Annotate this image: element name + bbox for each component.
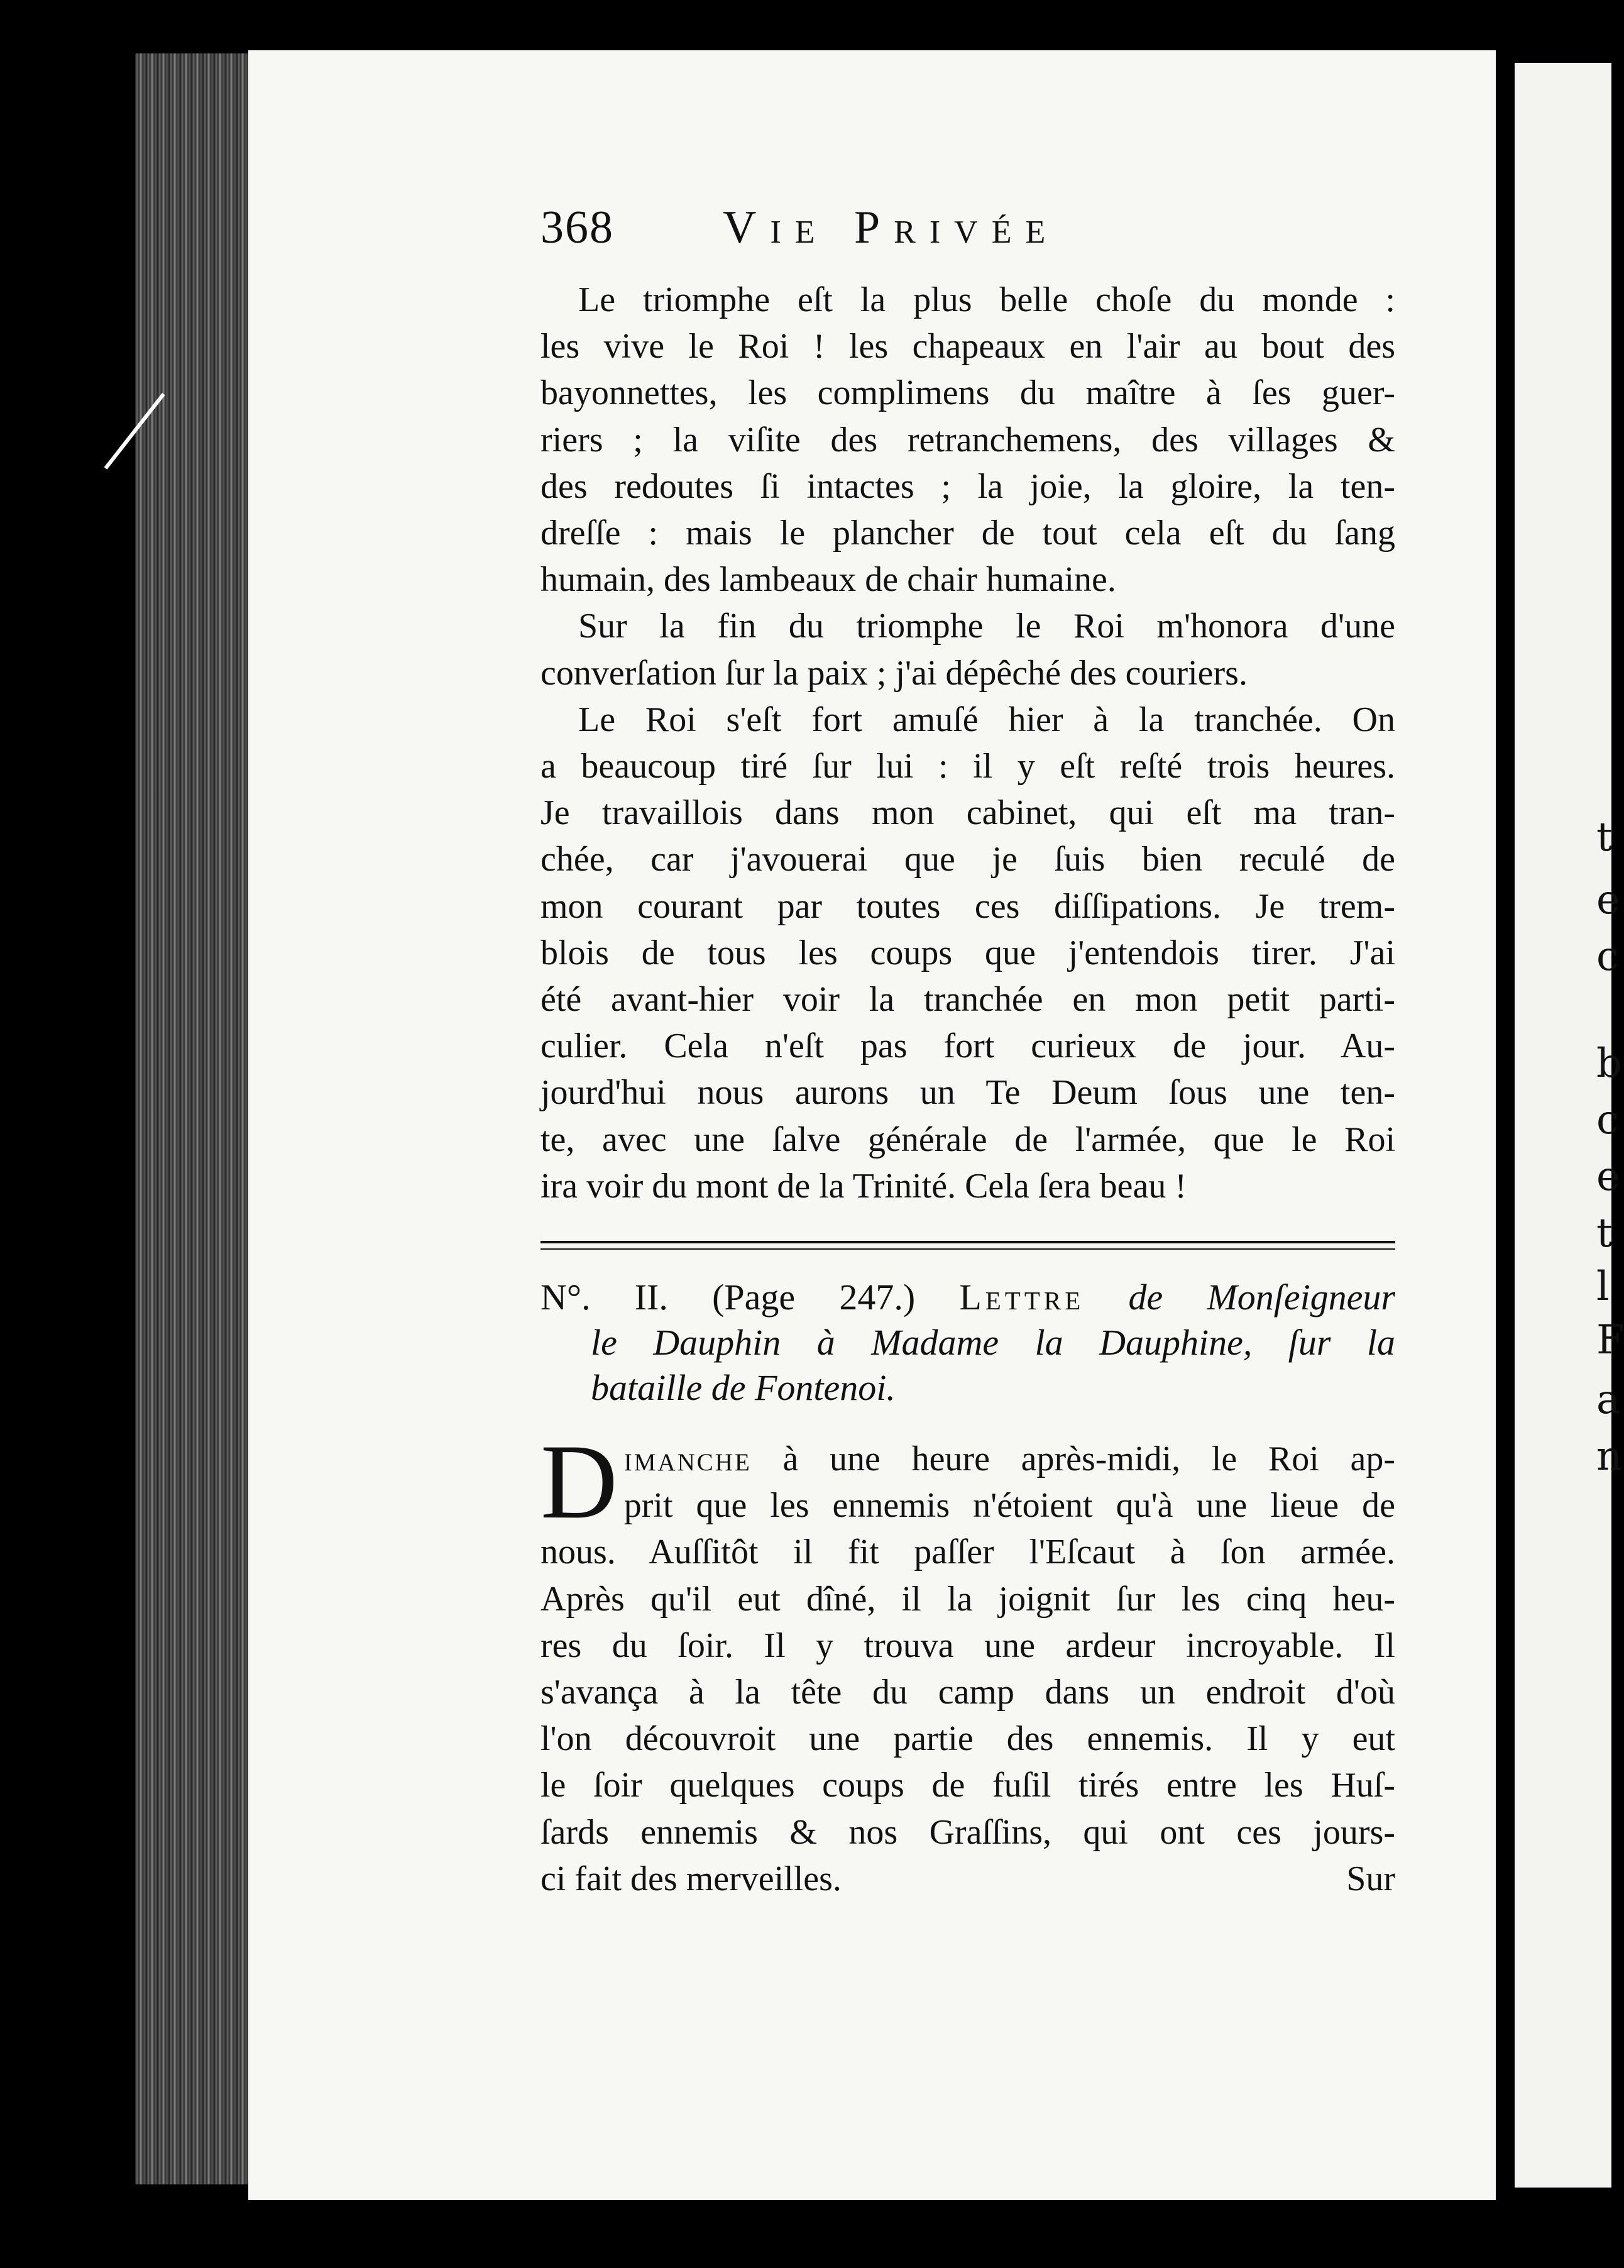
page-text (540, 201, 1395, 1902)
heading-line (540, 1275, 1395, 1320)
book-fore-edge (135, 53, 248, 2184)
text-line: mon courant par toutes ces diſſipations. Je trem- (540, 886, 1395, 926)
text-line: Le Roi s'eſt fort amuſé hier à la tranchée. On (578, 700, 1395, 739)
text-line: Le triomphe eſt la plus belle choſe du monde : (578, 280, 1395, 319)
text-line: ira voir du mont de la Trinité. Cela ſera beau ! (540, 1166, 1187, 1206)
facing-page-fragment: F (1596, 1317, 1624, 1363)
text-line: res du ſoir. Il y trouva une ardeur incroyable. Il (540, 1626, 1395, 1665)
text-line: blois de tous les coups que j'entendois tirer. J'ai (540, 933, 1395, 972)
heading-reference: N°. II. (Page 247.) (540, 1277, 916, 1318)
text-line: te, avec une ſalve générale de l'armée, que le Roi (540, 1120, 1395, 1159)
facing-page-fragment: c (1596, 1097, 1619, 1143)
paragraph-tranchee (540, 696, 1395, 1209)
section-rule-thick (540, 1241, 1395, 1243)
letter-heading (540, 1275, 1395, 1411)
facing-page-fragment: b (1596, 1040, 1622, 1087)
text-line: nous. Auſſitôt il fit paſſer l'Eſcaut à ſon armée. (540, 1533, 1395, 1572)
text-line: ci fait des merveilles. Sur (540, 1856, 1395, 1902)
paragraph-dimanche (540, 1423, 1396, 1902)
text-line: riers ; la viſite des retranchemens, des villages & (540, 420, 1395, 460)
text-line: des redoutes ſi intactes ; la joie, la gloire, la ten- (540, 466, 1395, 506)
text-line: jourd'hui nous aurons un Te Deum ſous une ten- (540, 1073, 1395, 1113)
text-line: ſards ennemis & nos Graſſins, qui ont ces jours- (540, 1812, 1395, 1852)
text-line: l'on découvroit une partie des ennemis. Il y eut (540, 1719, 1395, 1759)
text-line: été avant-hier voir la tranchée en mon petit parti- (540, 980, 1395, 1020)
text-line: Après qu'il eut dîné, il la joignit ſur les cinq heu- (540, 1579, 1395, 1619)
text-line: humain, des lambeaux de chair humaine. (540, 560, 1116, 600)
catchword: Sur (1346, 1859, 1395, 1898)
page-number: 368 (540, 202, 614, 253)
heading-line: le Dauphin à Madame la Dauphine, ſur la (591, 1322, 1395, 1363)
facing-page-fragment: n (1596, 1433, 1623, 1480)
paragraph-paix (540, 603, 1395, 696)
text-line: Sur la fin du triomphe le Roi m'honora d'une (578, 607, 1395, 646)
running-title: Vie Privée (723, 202, 1060, 253)
text-line: dreſſe : mais le plancher de tout cela eſt du ſang (540, 514, 1395, 553)
text-line: culier. Cela n'eſt pas fort curieux de jour. Au- (540, 1027, 1395, 1066)
drop-cap: D (540, 1423, 618, 1541)
facing-page-edge (1515, 63, 1624, 2188)
text-line: converſation ſur la paix ; j'ai dépêché des couriers. (540, 653, 1248, 693)
text-line: les vive le Roi ! les chapeaux en l'air au bout des (540, 327, 1395, 366)
text-line: imanche à une heure après-midi, le Roi ap- (623, 1440, 1396, 1479)
text-line: chée, car j'avouerai que je ſuis bien reculé de (540, 840, 1395, 879)
text-line: a beaucoup tiré ſur lui : il y eſt reſté trois heures. (540, 747, 1395, 786)
section-rule-thin (540, 1248, 1395, 1250)
facing-page-fragment: l (1596, 1263, 1610, 1310)
text-line: prit que les ennemis n'étoient qu'à une lieue de (623, 1486, 1395, 1526)
text-line: s'avança à la tête du camp dans un endroit d'où (540, 1673, 1395, 1712)
facing-page-fragment: c (1596, 933, 1619, 980)
running-head (540, 201, 1395, 277)
facing-page-fragment: t (1596, 1210, 1613, 1257)
facing-page-fragment: t (1596, 814, 1613, 861)
text-line: bayonnettes, les complimens du maître à ſes guer- (540, 373, 1395, 413)
paragraph-triomphe (540, 277, 1395, 603)
heading-italic: de Monſeigneur (1128, 1277, 1395, 1318)
text-line: Je travaillois dans mon cabinet, qui eſt ma tran- (540, 793, 1395, 833)
text-line: le ſoir quelques coups de fuſil tirés entre les Huſ- (540, 1766, 1395, 1805)
heading-lettre: Lettre (959, 1277, 1085, 1318)
facing-page-fragment: e (1596, 877, 1620, 923)
facing-page-fragment: a (1596, 1377, 1621, 1423)
facing-page-fragment: e (1596, 1153, 1620, 1200)
heading-line: bataille de Fontenoi. (591, 1367, 896, 1409)
